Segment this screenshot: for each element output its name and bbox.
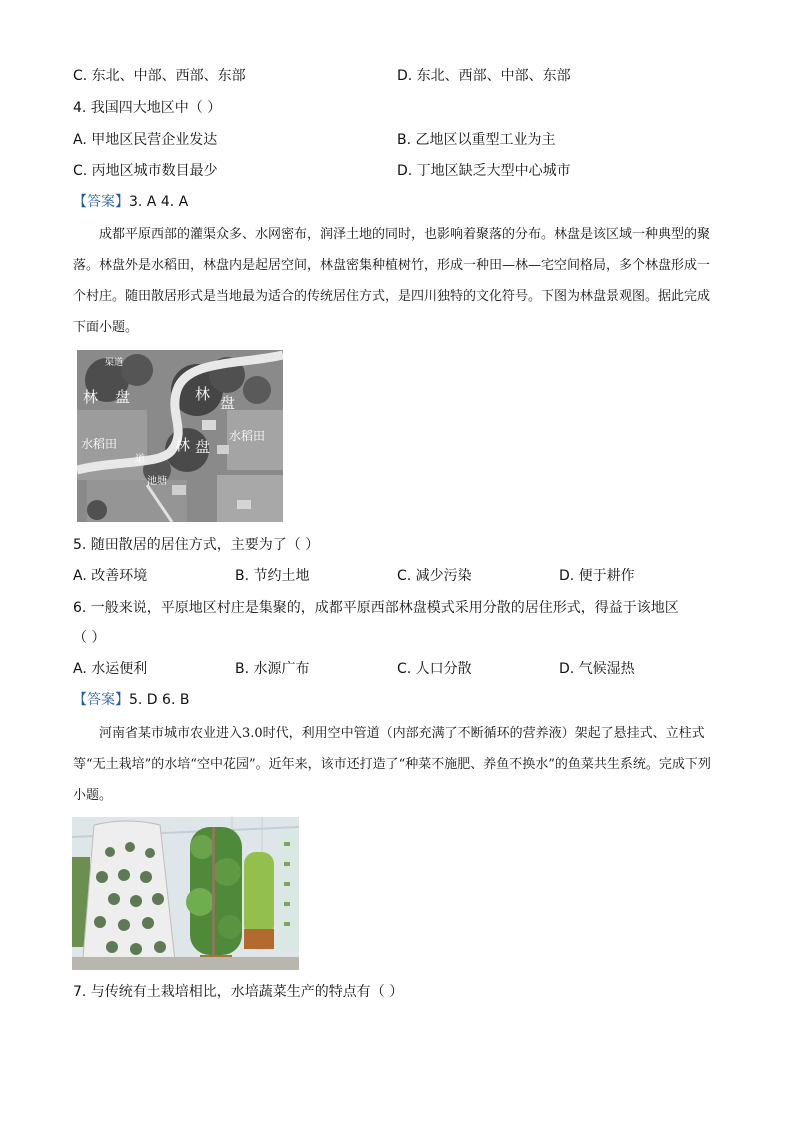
q4-option-c: C. 丙地区城市数目最少 bbox=[73, 163, 218, 179]
hydroponic-towers-image bbox=[72, 817, 299, 970]
q5-option-c: C. 减少污染 bbox=[397, 568, 472, 584]
linpan-landscape-figure bbox=[77, 350, 283, 522]
figure-label-paddy-2: 水稻田 bbox=[229, 429, 266, 443]
figure-label-lin-3: 林 bbox=[175, 436, 191, 454]
q6-paren: （ ） bbox=[73, 630, 106, 646]
figure-label-paddy-1: 水稻田 bbox=[81, 437, 118, 451]
passage-hydroponics: 河南省某市城市农业进入3.0时代，利用空中管道（内部充满了不断循环的营养液）架起了悬挂式、立柱式等“无土栽培”的水培“空中花园”。近年来，该市还打造了“种菜不施肥、养鱼不换水”的鱼菜共生系统。完成下列小题。 bbox=[73, 726, 711, 803]
q5-option-a: A. 改善环境 bbox=[73, 568, 148, 584]
q3-option-c: C. 东北、中部、西部、东部 bbox=[73, 68, 246, 84]
q4-option-a: A. 甲地区民营企业发达 bbox=[73, 132, 218, 148]
q6-option-d: D. 气候湿热 bbox=[559, 661, 635, 677]
answer-text: 5. D 6. B bbox=[129, 692, 190, 708]
passage-linpan: 成都平原西部的灌渠众多、水网密布，润泽土地的同时，也影响着聚落的分布。林盘是该区域一种典型的聚落。林盘外是水稻田，林盘内是起居空间，林盘密集种植树竹，形成一种田—林—宅空间格局，多个林盘形成一个村庄。随田散居形式是当地最为适合的传统居住方式，是四川独特的文化符号。下图为林盘景观图。据此完成下面小题。 bbox=[73, 227, 711, 335]
q5-stem: 5. 随田散居的居住方式，主要为了（ ） bbox=[73, 537, 320, 553]
answer-text: 3. A 4. A bbox=[129, 194, 189, 210]
q6-stem: 6. 一般来说，平原地区村庄是集聚的，成都平原西部林盘模式采用分散的居住形式，得益于该地区 bbox=[73, 600, 679, 616]
q4-option-d: D. 丁地区缺乏大型中心城市 bbox=[397, 163, 571, 179]
q5-option-d: D. 便于耕作 bbox=[559, 568, 635, 584]
figure-label-pan-3: 盘 bbox=[195, 438, 211, 456]
q5-option-b: B. 节约土地 bbox=[235, 568, 310, 584]
figure-label-road: 道 bbox=[135, 454, 145, 465]
figure-label-pond: 池塘 bbox=[147, 476, 167, 487]
q4-option-b: B. 乙地区以重型工业为主 bbox=[397, 132, 556, 148]
figure-label-lin-1: 林 bbox=[83, 388, 99, 406]
answer-3-4 bbox=[73, 193, 188, 211]
figure-label-pan-1: 盘 bbox=[115, 388, 131, 406]
q6-option-b: B. 水源广布 bbox=[235, 661, 310, 677]
answer-tag: 【答案】 bbox=[73, 692, 129, 708]
q3-option-d: D. 东北、西部、中部、东部 bbox=[397, 68, 571, 84]
q4-stem: 4. 我国四大地区中（ ） bbox=[73, 100, 222, 116]
answer-tag: 【答案】 bbox=[73, 194, 129, 210]
figure-label-lin-2: 林 bbox=[195, 385, 211, 403]
answer-5-6 bbox=[73, 691, 189, 709]
figure-label-canal: 渠道 bbox=[105, 358, 124, 368]
q6-option-a: A. 水运便利 bbox=[73, 661, 148, 677]
q7-stem: 7. 与传统有土栽培相比，水培蔬菜生产的特点有（ ） bbox=[73, 984, 404, 1000]
figure-label-pan-2: 盘 bbox=[220, 394, 236, 412]
hydroponic-towers-figure bbox=[72, 817, 299, 970]
q6-option-c: C. 人口分散 bbox=[397, 661, 472, 677]
